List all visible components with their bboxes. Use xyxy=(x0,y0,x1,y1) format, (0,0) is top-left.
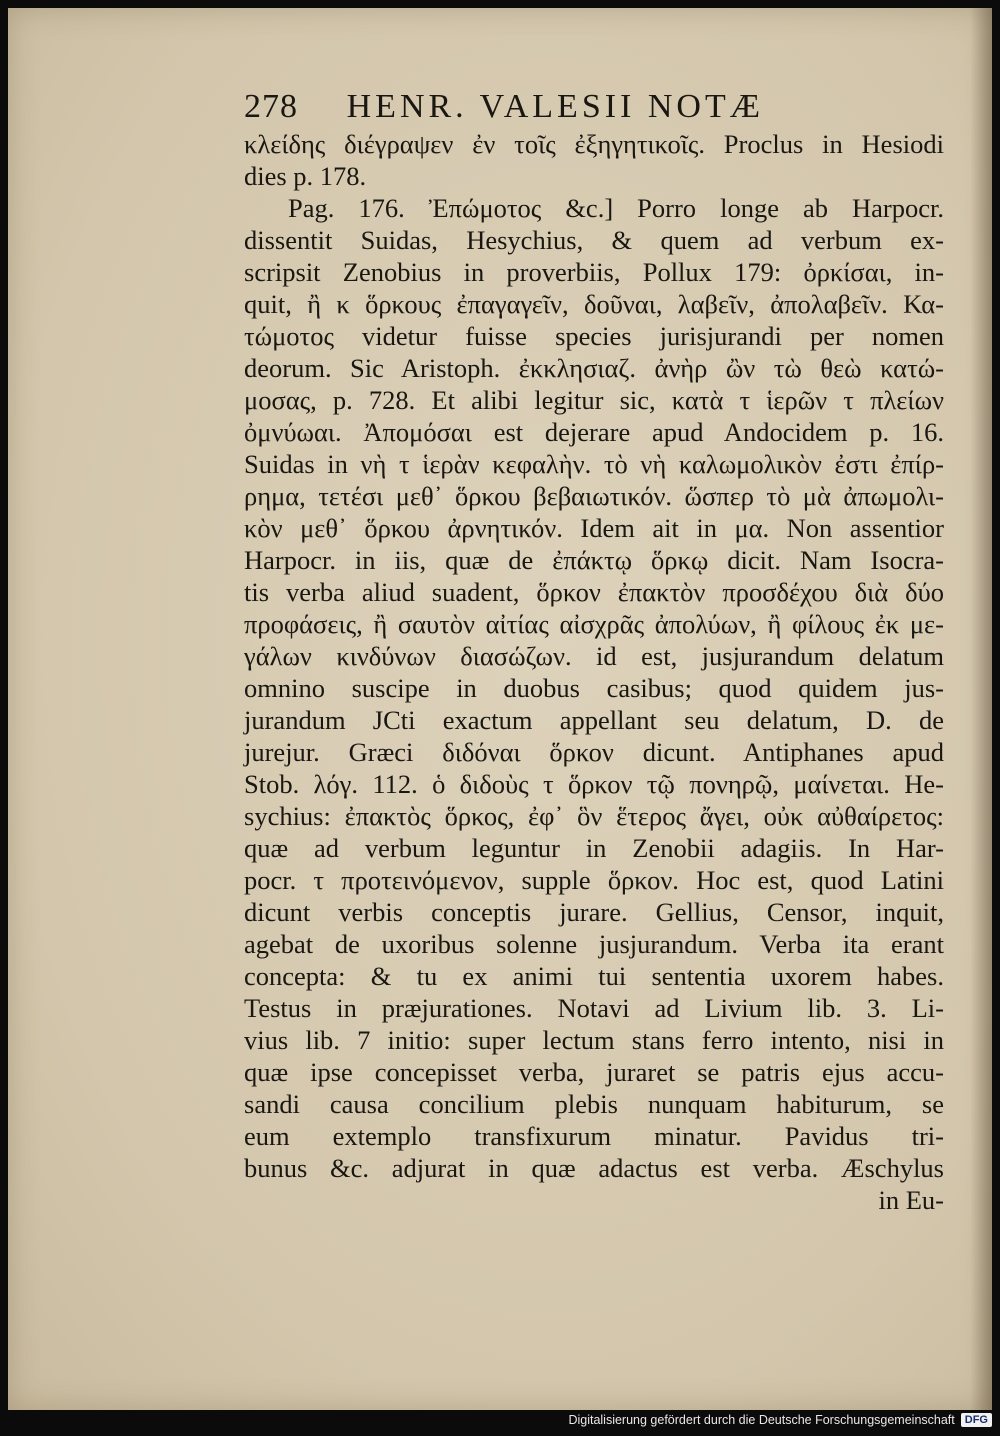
text-line: κὸν μεθ᾽ ὅρκου ἀρνητικόν. Idem ait in μα. Non assentior xyxy=(244,513,944,543)
text-line: quit, ἢ κ ὅρκους ἐπαγαγεῖν, δοῦναι, λαβεῖν, ἀπολαβεῖν. Κα- xyxy=(244,289,944,319)
credit-text: Digitalisierung gefördert durch die Deutsche Forschungsgemeinschaft xyxy=(568,1413,955,1427)
text-line: quæ ipse concepisset verba, juraret se patris ejus accu- xyxy=(244,1057,944,1087)
running-title: HENR. VALESII NOTÆ xyxy=(346,88,764,125)
running-header xyxy=(244,88,944,126)
text-line: sandi causa concilium plebis nunquam habiturum, se xyxy=(244,1089,944,1119)
text-line: bunus &c. adjurat in quæ adactus est verba. Æschylus xyxy=(244,1153,944,1183)
text-line: τώμοτος videtur fuisse species jurisjurandi per nomen xyxy=(244,321,944,351)
text-line: dicunt verbis conceptis jurare. Gellius, Censor, inquit, xyxy=(244,897,944,927)
text-line: Suidas in νὴ τ ἱερὰν κεφαλὴν. τὸ νὴ καλωμολικὸν ἐστι ἐπίρ- xyxy=(244,449,944,479)
text-line: vius lib. 7 initio: super lectum stans ferro intento, nisi in xyxy=(244,1025,944,1055)
text-line: concepta: & tu ex animi tui sententia uxorem habes. xyxy=(244,961,944,991)
text-line: scripsit Zenobius in proverbiis, Pollux 179: ὀρκίσαι, in- xyxy=(244,257,944,287)
text-line: μοσας, p. 728. Et alibi legitur sic, κατὰ τ ἱερῶν τ πλείων xyxy=(244,385,944,415)
text-line: Testus in præjurationes. Notavi ad Livium lib. 3. Li- xyxy=(244,993,944,1023)
text-line: in Eu- xyxy=(878,1185,944,1215)
text-line: ὀμνύωαι. Ἀπομόσαι est dejerare apud Andocidem p. 16. xyxy=(244,417,944,447)
text-line: jurandum JCti exactum appellant seu delatum, D. de xyxy=(244,705,944,735)
dfg-logo: DFG xyxy=(961,1413,992,1427)
text-line: προφάσεις, ἢ σαυτὸν αἰτίας αἰσχρᾶς ἀπολύων, ἢ φίλους ἐκ με- xyxy=(244,609,944,639)
text-lines xyxy=(244,128,944,1216)
text-line: quæ ad verbum leguntur in Zenobii adagiis. In Har- xyxy=(244,833,944,863)
text-line: pocr. τ προτεινόμενον, supple ὅρκον. Hoc est, quod Latini xyxy=(244,865,944,895)
page-text xyxy=(244,88,944,1216)
text-line: agebat de uxoribus solenne jusjurandum. Verba ita erant xyxy=(244,929,944,959)
book-page xyxy=(8,8,992,1410)
text-line: γάλων κινδύνων διασώζων. id est, jusjurandum delatum xyxy=(244,641,944,671)
text-line: Pag. 176. Ἐπώμοτος &c.] Porro longe ab Harpocr. xyxy=(288,193,944,223)
text-line: eum extemplo transfixurum minatur. Pavidus tri- xyxy=(244,1121,944,1151)
text-line: deorum. Sic Aristoph. ἐκκλησιαζ. ἀνὴρ ὢν τὼ θεὼ κατώ- xyxy=(244,353,944,383)
text-line: dissentit Suidas, Hesychius, & quem ad verbum ex- xyxy=(244,225,944,255)
text-line: jurejur. Græci διδόναι ὅρκον dicunt. Antiphanes apud xyxy=(244,737,944,767)
text-line: omnino suscipe in duobus casibus; quod quidem jus- xyxy=(244,673,944,703)
text-line: dies p. 178. xyxy=(244,161,367,191)
page-gutter-shadow xyxy=(970,8,992,1410)
page-number: 278 xyxy=(244,88,298,125)
text-line: Stob. λόγ. 112. ὁ διδοὺς τ ὅρκον τῷ πονηρῷ, μαίνεται. He- xyxy=(244,769,944,799)
text-line: Harpocr. in iis, quæ de ἐπάκτῳ ὅρκῳ dicit. Nam Isocra- xyxy=(244,545,944,575)
text-line: κλείδης διέγραψεν ἐν τοῖς ἐξηγητικοῖς. Proclus in Hesiodi xyxy=(244,129,944,159)
text-line: sychius: ἐπακτὸς ὅρκος, ἐφ᾽ ὃν ἕτερος ἄγει, οὐκ αὐθαίρετος: xyxy=(244,801,944,831)
digitization-credit xyxy=(568,1410,992,1430)
text-line: tis verba aliud suadent, ὅρκον ἐπακτὸν προσδέχου διὰ δύο xyxy=(244,577,944,607)
text-line: ρημα, τετέσι μεθ᾽ ὅρκου βεβαιωτικόν. ὥσπερ τὸ μὰ ἀπωμολι- xyxy=(244,481,944,511)
